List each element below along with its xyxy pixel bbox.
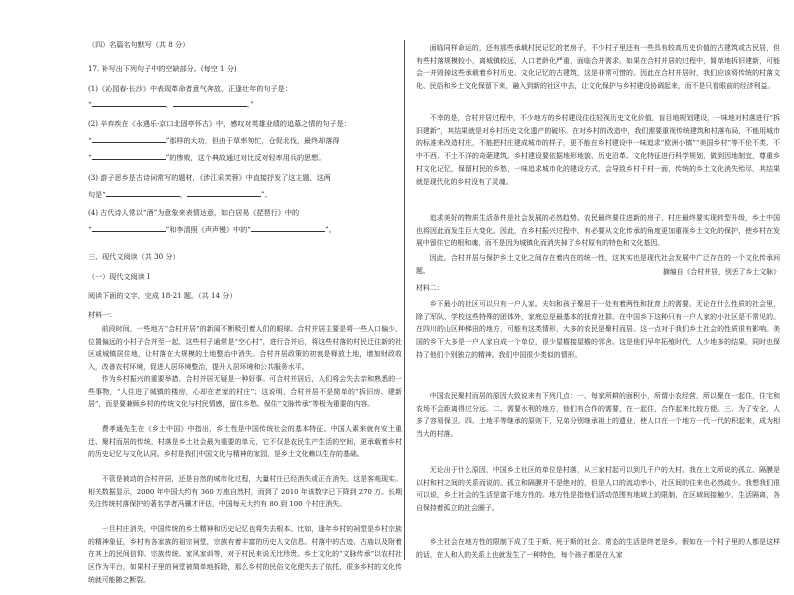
- answer-blank[interactable]: [106, 190, 180, 197]
- paragraph: 前段时间，一些地方“合村并居”的新闻不断吸引着人们的眼球。合村并居主要是将一些人口偏少、位置偏远的小村子合并至一起，这些村子通常是“空心村”，进行合并后，将这些村落的村民迁往新的社区或城镇居住地，让村落在大规模的土地整治中消失。合村并居政策的初衷是释放土地，增加财政收入，改善农村环境，促进人居环境整治，提升人居环境和公共服务水平。: [88, 325, 402, 372]
- q17-2-answer-line-2: “ ”的惨败，这个典故通过对比反对轻率用兵的思想。: [88, 153, 326, 162]
- q17-2-answer-line-1: “ ”那样的大功，但由于草率匆忙，仓促北伐，最终却落得: [88, 136, 340, 145]
- paragraph: 乡土社会在地方性的限制下成了生于斯、死于斯的社会。常态的生活是终老是乡。假如在一个村子里的人都是这样的话，在人和人的关系上也就发生了一种特色，每个孩子都是在人家: [416, 538, 780, 559]
- section-3-title: 三、现代文阅读（共 30 分）: [88, 252, 180, 261]
- answer-blank[interactable]: [251, 225, 325, 232]
- paragraph: 因此，合村并居与保护乡土文化之间存在着内在的统一性，这其实也是现代社会发展中广泛存在的一个文化传承问题。: [416, 254, 780, 275]
- paragraph: 乡下最小的社区可以只有一户人家。夫妇和孩子聚居于一处有着两性和抚育上的需要。无论在什么性质的社会里，除了军队、学校这些特殊的团体外，家庭总是最基本的抚育社群。在中国乡下这种只有一户人家的小社区是不常见的。在四川的山区种梯田的地方，可能有这类情形，大多的农民是聚村而居。这一点对于我们乡土社会的性质很有影响。美国的乡下大多是一户人家自成一个单位，很少屋檐接屋檐的邻舍。这是他们早年拓殖时代，人少地多的结果，同时也保持了他们个别独立的精神。我们中国很少类似的情形。: [416, 300, 780, 359]
- q17-1-prompt: (1)《沁园春·长沙》中表现革命者意气奔放、正逢壮年的句子是：: [88, 84, 292, 93]
- answer-blank[interactable]: [92, 153, 166, 160]
- reading-instructions: 阅读下面的文字，完成 18-21 题。（共 14 分）: [88, 291, 237, 300]
- paragraph: 追求美好的物质生活条件是社会发展的必然趋势。农民最终要住进新的房子，村庄最终要实现转型升级，乡土中国也将因此而发生巨大变化。因此，在乡村振兴过程中，有必要从文化传承的角度更加重视乡土文化的保护，使乡村在发展中留住它的根和魂，而不是因为城镇化而消失掉了乡村原有的特色和文化基因。: [416, 214, 780, 248]
- answer-blank[interactable]: [173, 100, 247, 107]
- column-divider: [404, 40, 405, 560]
- answer-blank[interactable]: [92, 136, 166, 143]
- q17-4-answer-line: “ ”和李清照《声声慢》中的“ ”。: [88, 225, 336, 234]
- material-1-title: 材料一：: [88, 310, 117, 319]
- paragraph: 面临同样命运的，还有那些承载村民记忆的老房子，不少村子里还有一些具有较高历史价值的古建筑或古民居，但有些村落规模较小，离城镇较远，人口老龄化严重，面临合并需求。如果在合村并居的过程中，简单地拆旧建新，可能会一并毁掉这些承载着乡村历史、文化记忆的古建筑，这是非常可惜的。因此在合村并居时，我们应该将传统的村落文化、民俗和乡土文化保留下来，融入到新的社区中去，让文化保护与乡村建设协调起来，而不是只看眼前的经济利益。: [416, 44, 780, 91]
- q17-2-prompt: (2) 辛弃疾在《永遇乐·京口北固亭怀古》中，感叹对英雄业绩的追慕之情的句子是：: [88, 119, 351, 128]
- q17-title: 17. 补写出下列句子中的空缺部分。(每空 1 分): [88, 64, 237, 73]
- subsection-title: （一）现代文阅读 I: [88, 272, 150, 281]
- section-4-title: （四）名篇名句默写（共 8 分）: [88, 40, 190, 49]
- material-2-title: 材料二：: [416, 284, 444, 292]
- source-attribution: 摘编自《合村并居，别丢了乡土文脉》: [662, 268, 780, 276]
- q17-1-answer-line: “ ， 。”: [88, 100, 254, 109]
- paragraph: 费孝通先生在《乡土中国》中指出，乡土性是中国传统社会的基本特征。中国人素来就有安土重迁、聚村而居的传统，村落是乡土社会最为重要的单元，它不仅是农民生产生活的空间，更承载着乡村的历史记忆与文化认同。乡村是我们中国文化与精神的家园，是乡土文化赖以生存的基础。: [88, 425, 402, 459]
- paragraph: 无论出于什么原因，中国乡土社区的单位是村落，从三家村起可以到几千户的大村。我在上文所说的孤立、隔膜是以村和村之间的关系而说的。孤立和隔膜并不是绝对的，但是人口的流动率小，社区间的往来也必然疏少。我想我们很可以说，乡土社会的生活是富于地方性的。地方性是指他们活动范围有地域上的限制，在区域间接触少，生活隔离，各自保持着孤立的社会圈子。: [416, 466, 780, 513]
- paragraph: 不幸的是，合村并居过程中，不少地方的乡村建设往往轻视历史文化价值，盲目地规划建设，一味地对村落进行“拆旧建新”，其结果就是对乡村历史文化遗产的破坏。在对乡村的改造中，我们需要重视传统建筑和村落布局，不能用城市的标准来改造村庄，不能把村庄建成城市的样子，更不能在乡村建设中一味追求“欧洲小镇”“美国乡村”等不伦不类、不中不西、不土不洋的奇葩建筑。乡村建设要依据地形地貌、历史沿革、文化特征进行科学规划，做到因地制宜，尊重乡村文化记忆，保留村民的乡愁，一味追求城市化的建设方式，会导致乡村千村一面，传统的乡土文化消失殆尽，其结果就是现代化的乡村没有了灵魂。: [416, 114, 780, 186]
- answer-blank[interactable]: [92, 225, 166, 232]
- answer-blank[interactable]: [92, 100, 166, 107]
- paragraph: 不管是被动的合村并居，还是自然的城市化过程，大量村庄已经消失或正在消失。这是客观现实。相关数据显示，2000 年中国大约有 360 万座自然村，而到了 2010 年该数字已下降到 270 万。长期关注传统村落保护的著名学者冯骥才评估，中国每天大约有 80 到 100 个村庄消失。: [88, 475, 402, 509]
- q17-3-prompt: (3) 游子思乡是古诗词常写的题材，《涉江采芙蓉》中直接抒发了这主题，这两: [88, 173, 331, 182]
- paragraph: 作为乡村振兴的重要举措，合村并居无疑是一种好事。可合村并居后，人们将会失去亲和熟悉的一些事物，“人住进了城镇的楼房，心却在老家的村庄”；这说明，合村并居不是简单的“拆旧房、建新居”，而是要兼顾乡村的传统文化与村民情感，留住乡愁、保住“文脉传承”等极为重要的内容。: [88, 375, 402, 409]
- q17-3-answer-line: 句是“ ， ”。: [88, 190, 272, 199]
- paragraph: 中国农民聚村而居的原因大致说来有下列几点：一、每家所耕的面积小，所谓小农经营，所以聚在一起住，住宅和农场不会距离得过分远。二、需要水利的地方，他们有合作的需要，在一起住，合作起来比较方便。三、为了安全，人多了容易保卫。四、土地平等继承的原则下，兄弟分别继承祖上的遗业，使人口在一个地方一代一代的积起来，成为相当大的村落。: [416, 392, 780, 439]
- answer-blank[interactable]: [187, 190, 261, 197]
- paragraph: 一旦村庄消失，中国传统的乡土精神和历史记忆也将失去根本。比如，逢年乡村的祠堂是乡村宗族的精神象征，乡村有各家族的祖宗祠堂，宗族有着丰富的历史人文信息。村落中的古迹、古庙以及附着在其上的民间信仰、宗族传统、家风家训等，对于村民来说无比珍贵。乡土文化的“文脉传承”以农村社区作为平台，如果村子里的祠堂被简单地拆除，那么乡村的民俗文化便失去了依托，很多乡村的文化传统就可能随之断裂。: [88, 525, 402, 584]
- q17-4-prompt: (4) 古代诗人常以“酒”为意象来表情达意，如白居易《琵琶行》中的: [88, 208, 300, 217]
